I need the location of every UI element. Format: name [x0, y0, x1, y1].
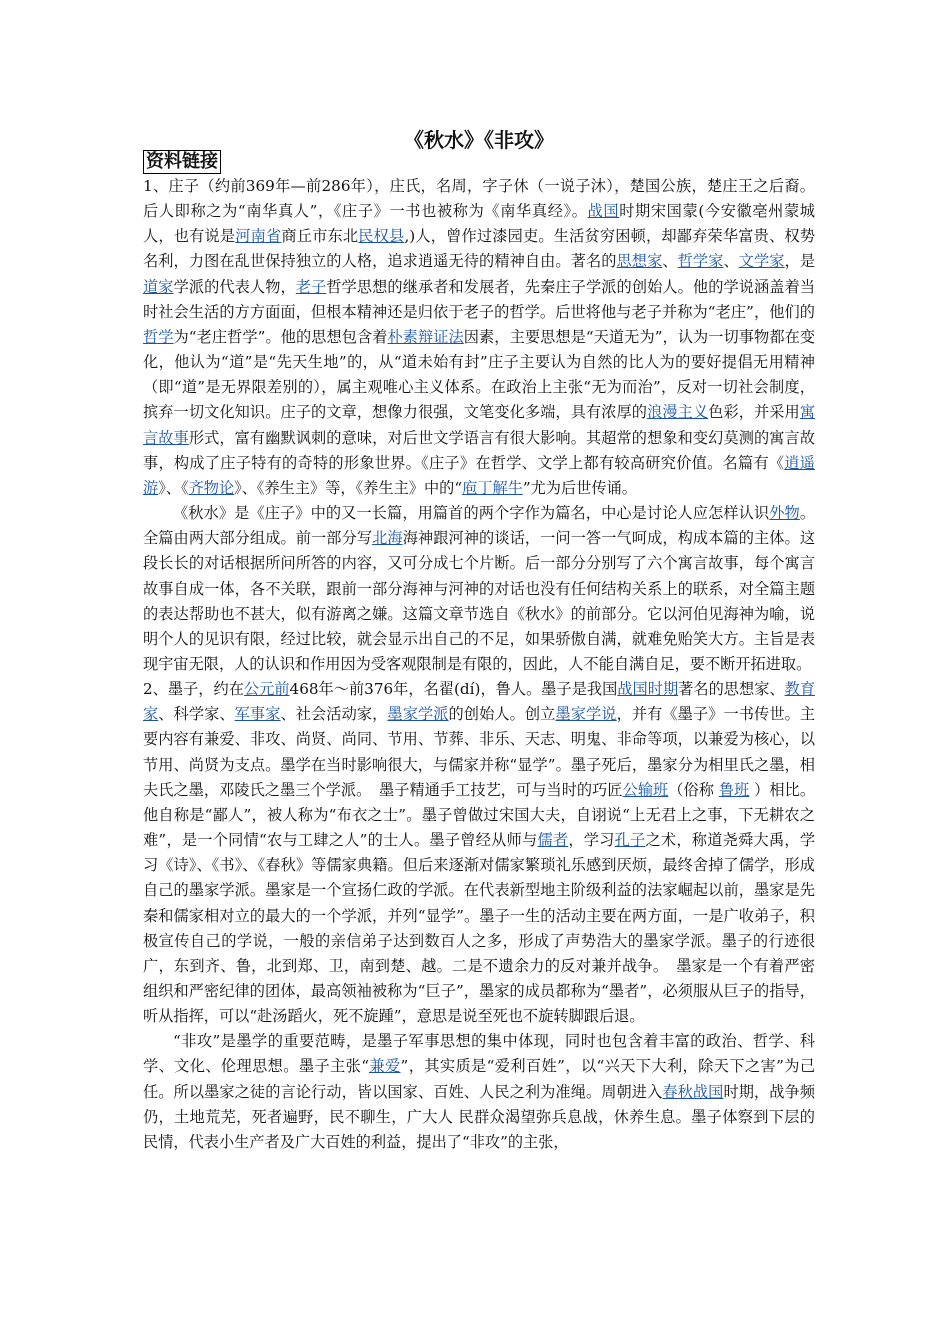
hyperlink[interactable]: 外物: [769, 504, 800, 523]
paragraph-text: 形式，富有幽默讽刺的意味，对后世文学语言有很大影响。其超常的想象和变幻莫测的寓言故事，构成了庄子特有的奇特的形象世界。《庄子》在哲学、文学上都有较高研究价值。名篇有《: [143, 428, 816, 472]
paragraph-text: ”，其实质是“爱利百姓”，以“兴天下大利，除天下之害”为己任。所以墨家之徒的言论行动，皆以国家、百姓、人民之利为准绳。周朝进入: [143, 1057, 816, 1101]
paragraph-text: 。全篇由两大部分组成。前一部分写: [143, 504, 816, 548]
hyperlink[interactable]: 兼爱: [368, 1057, 401, 1076]
paragraph-text: 、: [723, 252, 739, 271]
paragraph-text: 、: [662, 252, 678, 271]
hyperlink[interactable]: 军事家: [234, 705, 281, 724]
hyperlink[interactable]: 齐物论: [188, 478, 235, 497]
paragraph: [143, 174, 815, 501]
paragraph-text: （俗称: [668, 780, 719, 799]
paragraph-text: 、社会活动家，: [280, 705, 388, 724]
hyperlink[interactable]: 河南省: [235, 227, 282, 246]
paragraph-text: 的创始人。创立: [448, 705, 556, 724]
document-body: [143, 174, 815, 1155]
paragraph-text: 为“老庄哲学”。他的思想包含着: [173, 327, 388, 346]
paragraph-text: 色彩，并采用: [708, 403, 800, 422]
paragraph-text: ，是: [784, 252, 816, 271]
paragraph-text: 海神跟河神的谈话，一问一答一气呵成，构成本篇的主体。这段长长的对话根据所问所答的内容，又可分成七个片断。后一部分分别写了六个寓言故事，每个寓言故事自成一体，各不关联，跟前一部分海神与河神的对话也没有任何结构关系上的联系，对全篇主题的表达帮助也不甚大，似有游离之嫌。这篇文章节选自《秋水》的前部分。它以河伯见海神为喻，说明个人的见识有限，经过比较，就会显示出自己的不足，如果骄傲自满，就难免贻笑大方。主旨是表现宇宙无限，人的认识和作用因为受客观限制是有限的，因此，人不能自满自足，要不断开拓进取。: [143, 529, 816, 673]
hyperlink[interactable]: 浪漫主义: [647, 403, 709, 422]
hyperlink[interactable]: 民权县: [358, 227, 405, 246]
paragraph-text: ,)人，曾作过漆园吏。生活贫穷困顿，却鄙弃荣华富贵、权势名利，力图在乱世保持独立的人格，追求逍遥无待的精神自由。著名的: [143, 227, 816, 271]
hyperlink[interactable]: 鲁班: [718, 780, 750, 799]
hyperlink[interactable]: 寓言故事: [143, 403, 816, 447]
paragraph-text: ，并有《墨子》一书传世。主要内容有兼爱、非攻、尚贤、尚同、节用、节葬、非乐、天志、明鬼、非命等项，以兼爱为核心，以节用、尚贤为支点。墨学在当时影响很大，与儒家并称“显学”。墨子死后，墨家分为相里氏之墨，相夫氏之墨，邓陵氏之墨三个学派。 墨子精通手工技艺，可与当时的巧匠: [143, 705, 816, 799]
hyperlink[interactable]: 战国: [587, 202, 620, 221]
paragraph-text: 《秋水》是《庄子》中的又一长篇，用篇首的两个字作为篇名，中心是讨论人应怎样认识: [173, 504, 770, 523]
paragraph-text: 1、庄子（约前369年—前286年），庄氏，名周，字子休（一说子沐），楚国公族，楚庄王之后裔。后人即称之为“南华真人”，《庄子》一书也被称为《南华真经》。: [143, 177, 815, 221]
hyperlink[interactable]: 朴素辩证法: [387, 327, 464, 346]
paragraph-text: 、科学家、: [158, 705, 235, 724]
paragraph-text: 哲学思想的继承者和发展者，先秦庄子学派的创始人。他的学说涵盖着当时社会生活的方方面面，但根本精神还是归依于老子的哲学。后世将他与老子并称为“老庄”，他们的: [143, 277, 816, 321]
paragraph-text: 学派的代表人物，: [173, 277, 296, 296]
paragraph: [143, 677, 815, 1029]
hyperlink[interactable]: 庖丁解牛: [462, 478, 523, 497]
hyperlink[interactable]: 战国时期: [617, 680, 679, 699]
paragraph: [143, 501, 815, 677]
hyperlink[interactable]: 哲学: [143, 327, 174, 346]
paragraph-text: 时期，战争频仍，土地荒芜，死者遍野，民不聊生，广大人 民群众渴望弥兵息战，休养生息。墨子体察到下层的民情，代表小生产者及广大百姓的利益，提出了“非攻”的主张，: [143, 1082, 816, 1151]
hyperlink[interactable]: 公输班: [622, 780, 669, 799]
hyperlink[interactable]: 文学家: [738, 252, 785, 271]
hyperlink[interactable]: 老子: [295, 277, 327, 296]
hyperlink[interactable]: 儒者: [537, 831, 569, 850]
hyperlink[interactable]: 墨家学说: [555, 705, 617, 724]
paragraph-text: 商丘市东北: [281, 227, 359, 246]
paragraph-text: 》、《养生主》等，《养生主》中的“: [234, 478, 463, 497]
hyperlink[interactable]: 教育家: [143, 680, 816, 724]
paragraph-text: “非攻”是墨学的重要范畴，是墨子军事思想的集中体现，同时也包含着丰富的政治、哲学、科学、文化、伦理思想。墨子主张“: [143, 1032, 815, 1076]
paragraph-text: 2、墨子，约在: [143, 680, 244, 699]
hyperlink[interactable]: 孔子: [614, 831, 646, 850]
paragraph-text: 之术，称道尧舜大禹，学习《诗》、《书》、《春秋》等儒家典籍。但后来逐渐对儒家繁琐礼乐感到厌烦，最终舍掉了儒学，形成自己的墨家学派。墨家是一个宣扬仁政的学派。在代表新型地主阶级利益的法家崛起以前，墨家是先秦和儒家相对立的最大的一个学派，并列“显学”。墨子一生的活动主要在两方面，一是广收弟子，积极宣传自己的学说，一般的亲信弟子达到数百人之多，形成了声势浩大的墨家学派。墨子的行迹很广，东到齐、鲁，北到郑、卫，南到楚、越。二是不遗余力的反对兼并战争。 墨家是一个有着严密组织和严密纪律的团体，最高领袖被称为“巨子”，墨家的成员都称为“墨者”，必须服从巨子的指导，听从指挥，可以“赴汤蹈火，死不旋踵”，意思是说至死也不旋转脚跟后退。: [143, 831, 816, 1026]
paragraph-text: ，学习: [568, 831, 615, 850]
hyperlink[interactable]: 思想家: [616, 252, 663, 271]
paragraph-text: ）相比。他自称是“鄙人”，被人称为“布衣之士”。墨子曾做过宋国大夫，自诩说“上无君上之事，下无耕农之难”，是一个同情“农与工肆之人”的士人。墨子曾经从师与: [143, 780, 816, 850]
hyperlink[interactable]: 墨家学派: [387, 705, 449, 724]
hyperlink[interactable]: 哲学家: [677, 252, 724, 271]
paragraph-text: 因素，主要思想是“天道无为”，认为一切事物都在变化，他认为“道”是“先天生地”的，从“道未始有封”庄子主要认为自然的比人为的要好提倡无用精神（即“道”是无界限差别的），属主观唯心主义体系。在政治上主张“无为而治”，反对一切社会制度，摈弃一切文化知识。庄子的文章，想像力很强，文笔变化多端，具有浓厚的: [143, 327, 816, 422]
paragraph: [143, 1029, 815, 1155]
hyperlink[interactable]: 春秋战国: [662, 1082, 724, 1101]
paragraph-text: 》、《: [158, 478, 189, 497]
paragraph-text: ”尤为后世传诵。: [522, 478, 637, 497]
hyperlink[interactable]: 北海: [372, 529, 403, 548]
hyperlink[interactable]: 道家: [143, 277, 174, 296]
hyperlink[interactable]: 公元前: [243, 680, 290, 699]
paragraph-text: 著名的思想家、: [678, 680, 785, 699]
paragraph-text: 468年～前376年，名翟(dí)，鲁人。墨子是我国: [289, 680, 618, 699]
hyperlink[interactable]: 逍遥游: [143, 453, 815, 497]
paragraph-text: 时期宋国蒙(今安徽亳州蒙城人，也有说是: [143, 202, 815, 246]
section-heading: 资料链接: [143, 150, 221, 174]
page-title: 《秋水》《非攻》: [404, 128, 554, 152]
